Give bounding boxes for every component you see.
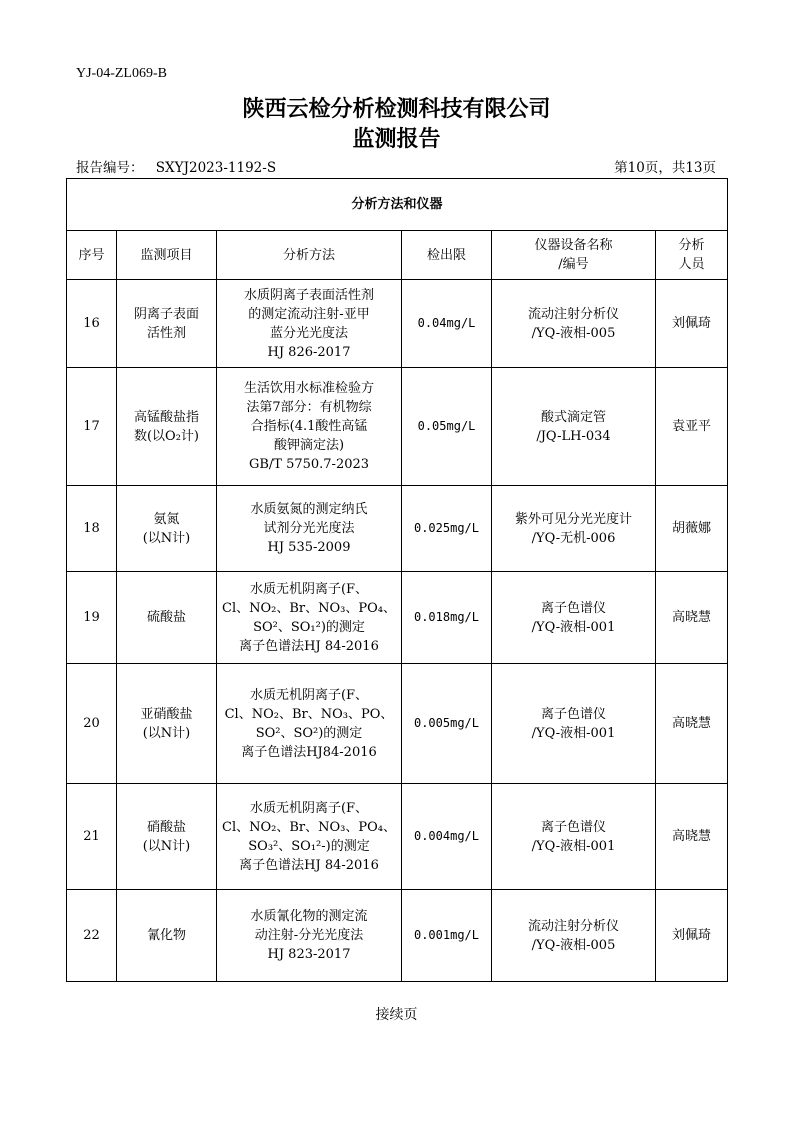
instrument-line: /YQ-液相-001 bbox=[531, 725, 616, 741]
header-text: 监测项目 bbox=[140, 247, 193, 263]
header-instrument bbox=[492, 231, 656, 280]
monitoring-item-line: (以N计) bbox=[142, 838, 191, 854]
monitoring-item-line: 硫酸盐 bbox=[146, 610, 186, 625]
row-number: 20 bbox=[67, 664, 117, 784]
analysis-method-line: 水质阴离子表面活性剂 bbox=[243, 287, 374, 303]
detection-limit: 0.018mg/L bbox=[402, 572, 492, 664]
monitoring-item-line: 阴离子表面 bbox=[133, 306, 199, 322]
instrument-line: 紫外可见分光光度计 bbox=[514, 511, 632, 527]
header-text: 仪器设备名称 bbox=[534, 238, 613, 253]
analysis-method bbox=[217, 890, 402, 982]
report-number-label: 报告编号： bbox=[76, 160, 144, 176]
header-no bbox=[67, 231, 117, 280]
analysis-method-line: 动注射-分光光度法 bbox=[254, 928, 364, 943]
report-number-value: SXYJ2023-1192-S bbox=[155, 160, 277, 176]
table-row bbox=[67, 280, 728, 368]
instrument-line: 流动注射分析仪 bbox=[527, 306, 619, 322]
instrument bbox=[492, 368, 656, 486]
analysis-method-line: 试剂分光光度法 bbox=[263, 521, 355, 536]
instrument-line: 离子色谱仪 bbox=[540, 819, 606, 835]
monitoring-item bbox=[117, 664, 217, 784]
analysis-method-line: 离子色谱法HJ84-2016 bbox=[241, 744, 377, 760]
detection-limit: 0.05mg/L bbox=[402, 368, 492, 486]
analysis-method-line: Cl、NO₂、Br、NO₃、PO、 bbox=[224, 706, 394, 722]
monitoring-item-line: 数(以O₂计) bbox=[133, 428, 199, 444]
analysis-method bbox=[217, 280, 402, 368]
continued-note: 接续页 bbox=[375, 1007, 418, 1023]
row-number: 18 bbox=[67, 486, 117, 572]
analyst: 高晓慧 bbox=[656, 784, 728, 890]
document-code: YJ-04-ZL069-B bbox=[76, 66, 167, 81]
instrument bbox=[492, 890, 656, 982]
monitoring-item-line: (以N计) bbox=[142, 530, 191, 546]
table-row bbox=[67, 784, 728, 890]
monitoring-item-line: 氨氮 bbox=[153, 511, 180, 527]
instrument-line: /JQ-LH-034 bbox=[536, 428, 611, 444]
analysis-method-line: SO₃²、SO₁²-)的测定 bbox=[248, 838, 370, 854]
analyst: 高晓慧 bbox=[656, 572, 728, 664]
monitoring-item-line: 亚硝酸盐 bbox=[140, 706, 193, 722]
detection-limit: 0.004mg/L bbox=[402, 784, 492, 890]
monitoring-item bbox=[117, 368, 217, 486]
analysis-method-line: 的测定流动注射-亚甲 bbox=[248, 306, 370, 322]
analysis-method-line: 合指标(4.1酸性高锰 bbox=[250, 419, 368, 434]
detection-limit: 0.005mg/L bbox=[402, 664, 492, 784]
section-title: 分析方法和仪器 bbox=[67, 179, 728, 231]
analysis-method-line: SO²、SO₁²)的测定 bbox=[253, 619, 365, 635]
instrument-line: /YQ-无机-006 bbox=[531, 530, 616, 546]
analysis-method bbox=[217, 486, 402, 572]
monitoring-item-line: 氰化物 bbox=[146, 928, 186, 943]
report-title: 监测报告 bbox=[352, 127, 441, 152]
header-text: /编号 bbox=[558, 257, 589, 272]
header-text: 分析方法 bbox=[282, 247, 335, 263]
monitoring-item-line: 活性剂 bbox=[146, 325, 186, 341]
instrument-line: 流动注射分析仪 bbox=[527, 918, 619, 934]
analysis-method-line: 离子色谱法HJ 84-2016 bbox=[239, 638, 379, 654]
instrument-line: 离子色谱仪 bbox=[540, 706, 606, 722]
row-number: 17 bbox=[67, 368, 117, 486]
analysis-method-line: 水质无机阴离子(F、 bbox=[249, 800, 369, 816]
instrument-line: /YQ-液相-001 bbox=[531, 838, 616, 854]
analysis-method-line: 生活饮用水标准检验方 bbox=[243, 381, 374, 396]
header-text: 分析 bbox=[678, 238, 705, 253]
analysis-method-line: 水质无机阴离子(F、 bbox=[249, 687, 369, 703]
analyst: 袁亚平 bbox=[656, 368, 728, 486]
analysis-method-line: HJ 535-2009 bbox=[267, 540, 351, 555]
monitoring-item bbox=[117, 486, 217, 572]
monitoring-item-line: (以N计) bbox=[142, 725, 191, 741]
table-body bbox=[67, 280, 728, 982]
instrument bbox=[492, 280, 656, 368]
analysis-method-line: HJ 826-2017 bbox=[267, 344, 351, 360]
table-row bbox=[67, 664, 728, 784]
report-number bbox=[76, 156, 276, 176]
analysis-method-line: HJ 823-2017 bbox=[267, 947, 351, 962]
analysis-methods-table bbox=[66, 178, 728, 982]
analysis-method bbox=[217, 784, 402, 890]
detection-limit: 0.001mg/L bbox=[402, 890, 492, 982]
header-item bbox=[117, 231, 217, 280]
header-text: 序号 bbox=[78, 247, 105, 263]
instrument-line: /YQ-液相-005 bbox=[531, 937, 616, 953]
analysis-method-line: 水质无机阴离子(F、 bbox=[249, 581, 369, 597]
analysis-method-line: Cl、NO₂、Br、NO₃、PO₄、 bbox=[222, 600, 396, 616]
instrument-line: /YQ-液相-005 bbox=[531, 325, 616, 341]
company-name: 陕西云检分析检测科技有限公司 bbox=[242, 97, 551, 122]
table-row bbox=[67, 486, 728, 572]
instrument bbox=[492, 486, 656, 572]
table-row bbox=[67, 572, 728, 664]
analyst: 刘佩琦 bbox=[656, 280, 728, 368]
row-number: 19 bbox=[67, 572, 117, 664]
analysis-method-line: 水质氨氮的测定纳氏 bbox=[250, 502, 368, 517]
monitoring-item-line: 硝酸盐 bbox=[146, 819, 186, 835]
row-number: 21 bbox=[67, 784, 117, 890]
instrument-line: 离子色谱仪 bbox=[540, 600, 606, 616]
row-number: 16 bbox=[67, 280, 117, 368]
row-number: 22 bbox=[67, 890, 117, 982]
header-text: 检出限 bbox=[426, 247, 466, 263]
analysis-method bbox=[217, 572, 402, 664]
header-text: 人员 bbox=[678, 257, 705, 272]
analyst: 刘佩琦 bbox=[656, 890, 728, 982]
analysis-method bbox=[217, 664, 402, 784]
instrument bbox=[492, 664, 656, 784]
table-header-row bbox=[67, 231, 728, 280]
instrument bbox=[492, 572, 656, 664]
header-analyst bbox=[656, 231, 728, 280]
analysis-method-line: 法第7部分：有机物综 bbox=[246, 400, 372, 415]
analysis-method-line: 离子色谱法HJ 84-2016 bbox=[239, 857, 379, 873]
analyst: 胡薇娜 bbox=[656, 486, 728, 572]
analysis-method-line: 酸钾滴定法) bbox=[273, 438, 345, 453]
detection-limit: 0.04mg/L bbox=[402, 280, 492, 368]
analysis-method-line: 水质氰化物的测定流 bbox=[250, 909, 368, 924]
table-title-row bbox=[67, 179, 728, 231]
analyst: 高晓慧 bbox=[656, 664, 728, 784]
instrument-line: 酸式滴定管 bbox=[540, 409, 606, 425]
page-info: 第10页，共13页 bbox=[614, 160, 716, 176]
analysis-method-line: SO²、SO²)的测定 bbox=[255, 725, 363, 741]
analysis-method bbox=[217, 368, 402, 486]
header-limit bbox=[402, 231, 492, 280]
monitoring-item bbox=[117, 572, 217, 664]
table-row bbox=[67, 890, 728, 982]
monitoring-item bbox=[117, 890, 217, 982]
analysis-method-line: GB/T 5750.7-2023 bbox=[248, 457, 370, 472]
instrument bbox=[492, 784, 656, 890]
analysis-method-line: 蓝分光光度法 bbox=[269, 325, 348, 341]
analysis-method-line: Cl、NO₂、Br、NO₃、PO₄、 bbox=[222, 819, 396, 835]
monitoring-item-line: 高锰酸盐指 bbox=[133, 409, 199, 425]
table-row bbox=[67, 368, 728, 486]
monitoring-item bbox=[117, 784, 217, 890]
header-method bbox=[217, 231, 402, 280]
monitoring-item bbox=[117, 280, 217, 368]
instrument-line: /YQ-液相-001 bbox=[531, 619, 616, 635]
detection-limit: 0.025mg/L bbox=[402, 486, 492, 572]
report-meta bbox=[76, 156, 716, 176]
